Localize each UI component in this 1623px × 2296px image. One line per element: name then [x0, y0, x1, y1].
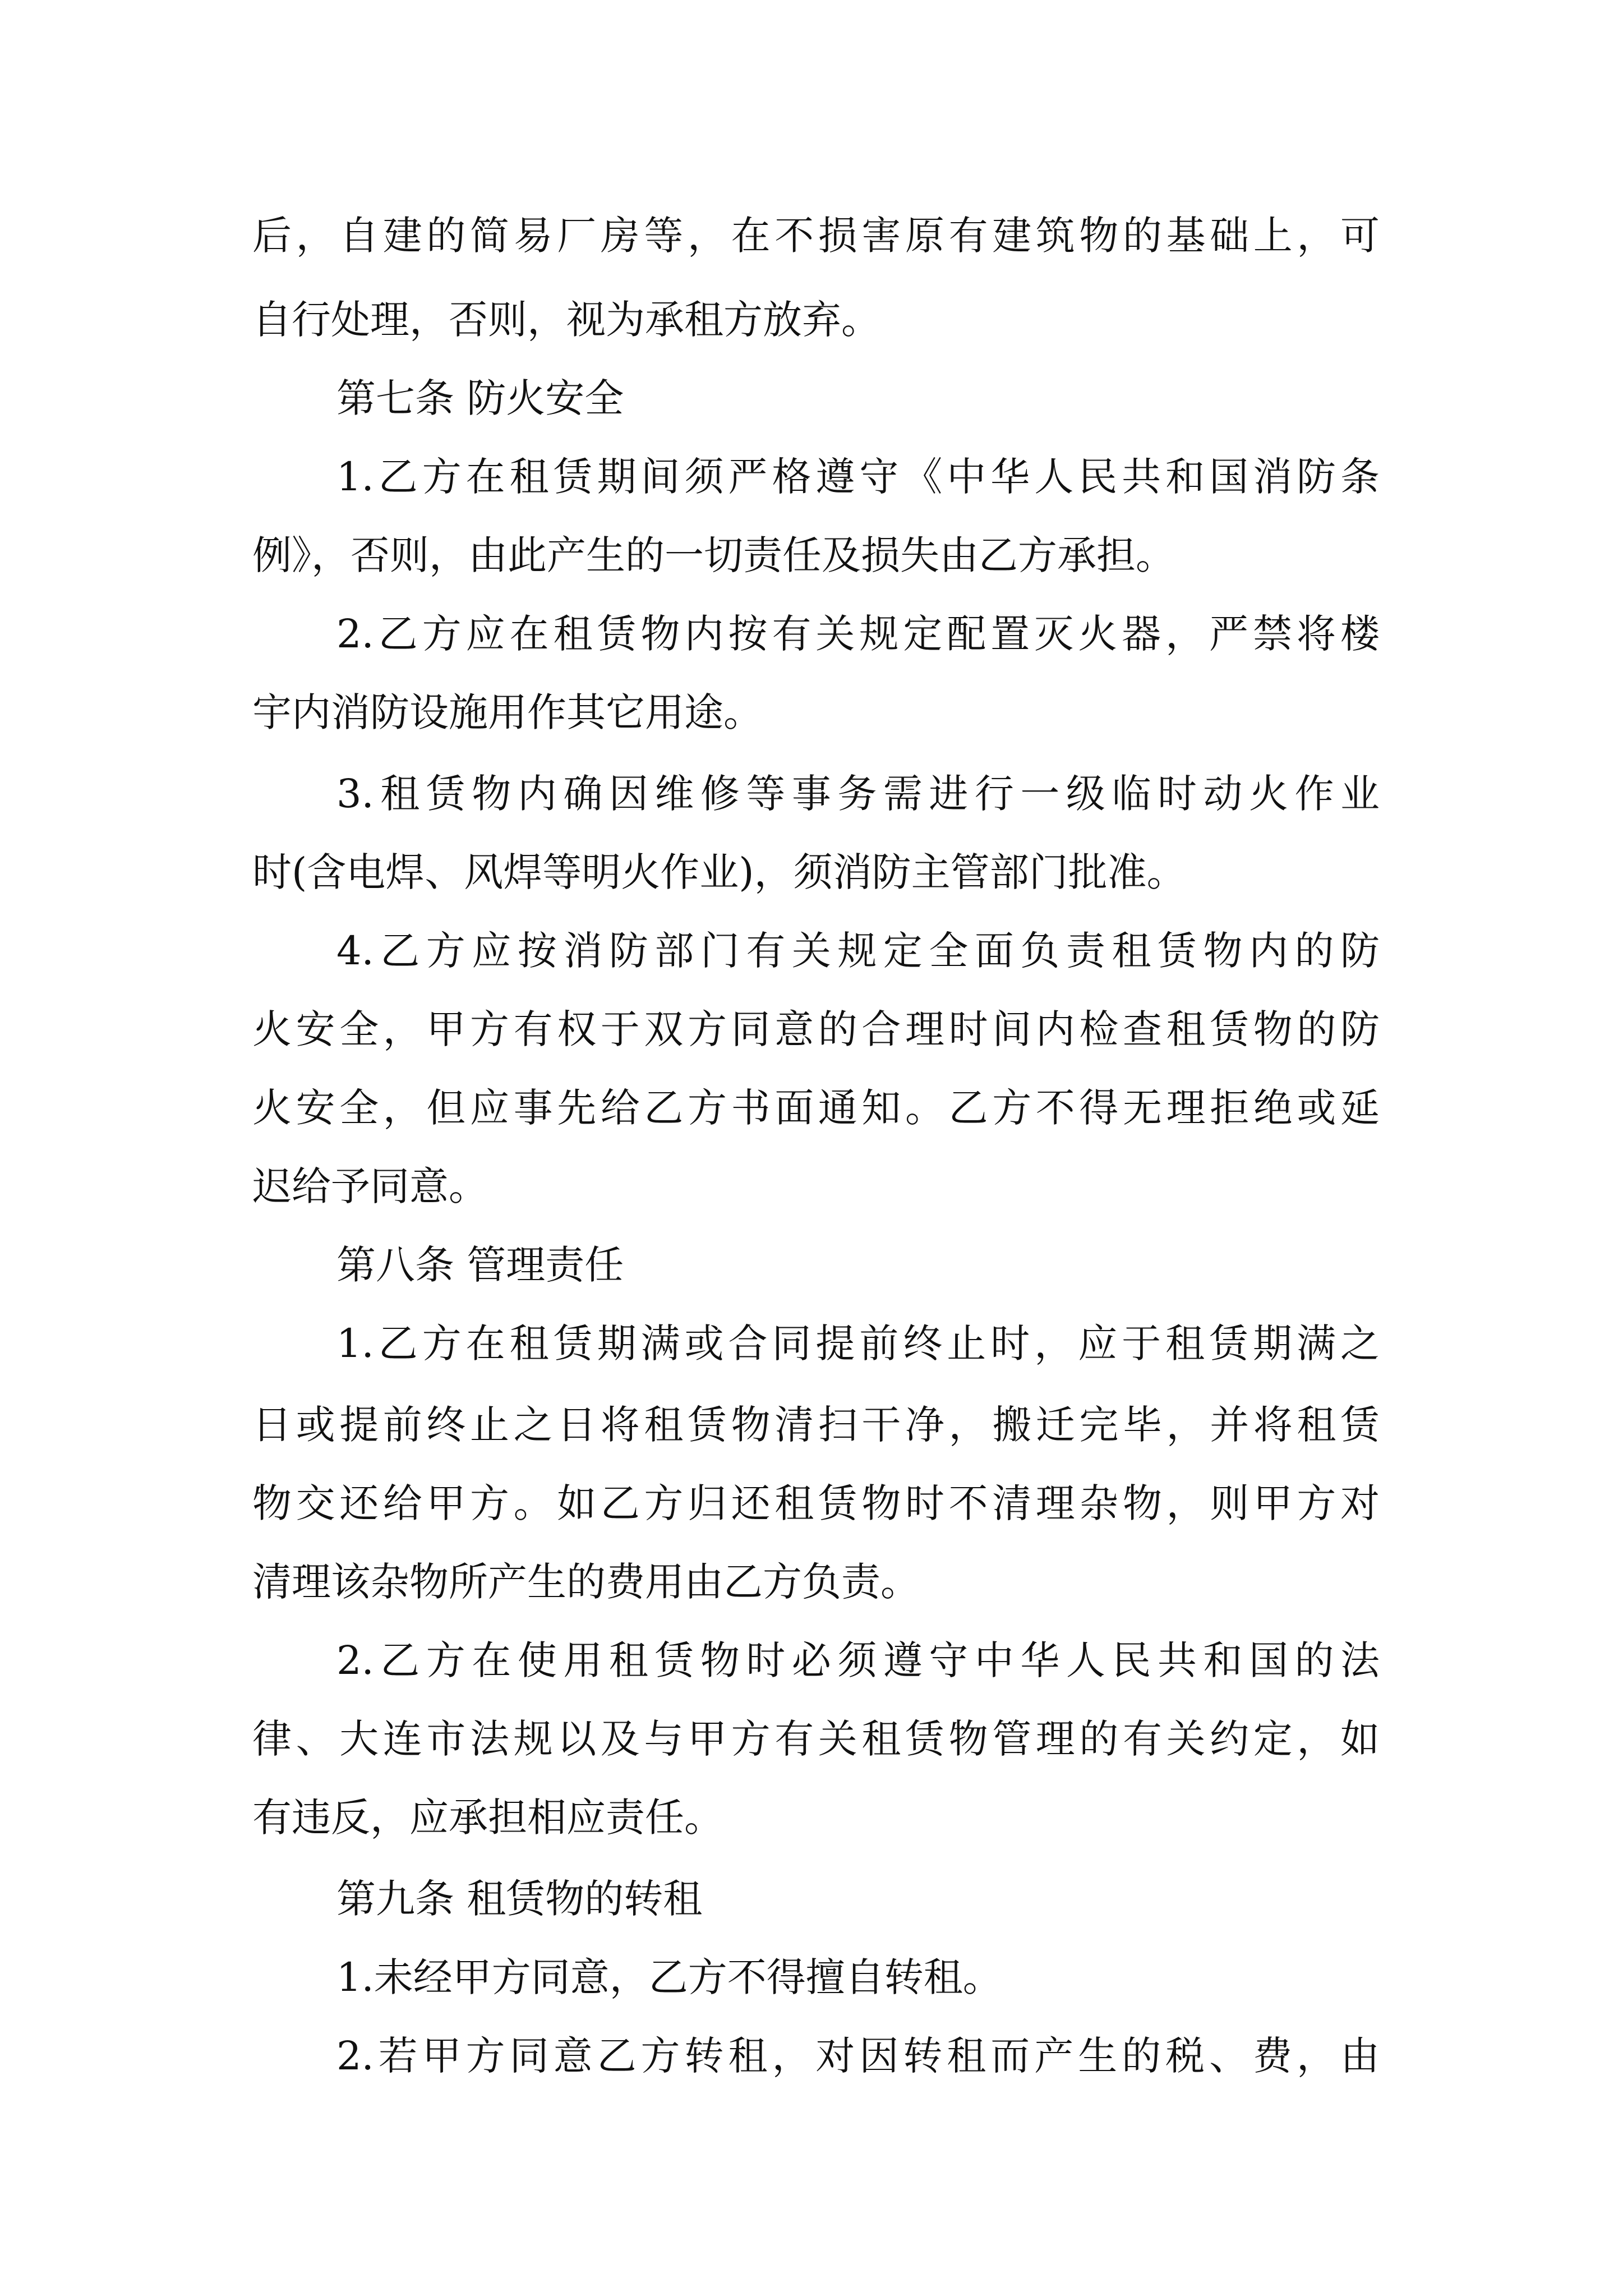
- text-line: 火安全，但应事先给乙方书面通知。乙方不得无理拒绝或延: [252, 1085, 1380, 1131]
- text-line: 1.乙方在租赁期满或合同提前终止时，应于租赁期满之: [336, 1320, 1380, 1366]
- text-line: 宇内消防设施用作其它用途。: [252, 689, 763, 735]
- text-line: 后，自建的简易厂房等，在不损害原有建筑物的基础上，可: [252, 213, 1380, 259]
- text-line: 4.乙方应按消防部门有关规定全面负责租赁物内的防: [336, 928, 1380, 974]
- text-line: 1.未经甲方同意，乙方不得擅自转租。: [336, 1954, 1002, 2000]
- text-line: 时(含电焊、风焊等明火作业)，须消防主管部门批准。: [252, 849, 1186, 895]
- section-heading: 第七条 防火安全: [336, 375, 624, 421]
- text-line: 火安全，甲方有权于双方同意的合理时间内检查租赁物的防: [252, 1006, 1380, 1052]
- text-line: 清理该杂物所产生的费用由乙方负责。: [252, 1559, 920, 1605]
- text-line: 2.若甲方同意乙方转租，对因转租而产生的税、费，由: [336, 2033, 1380, 2079]
- text-line: 自行处理，否则，视为承租方放弃。: [252, 297, 880, 343]
- text-line: 2.乙方在使用租赁物时必须遵守中华人民共和国的法: [336, 1637, 1380, 1683]
- section-heading: 第八条 管理责任: [336, 1242, 624, 1288]
- text-line: 1.乙方在租赁期间须严格遵守《中华人民共和国消防条: [336, 454, 1380, 500]
- text-line: 物交还给甲方。如乙方归还租赁物时不清理杂物，则甲方对: [252, 1480, 1380, 1526]
- text-line: 有违反，应承担相应责任。: [252, 1795, 723, 1841]
- text-line: 3.租赁物内确因维修等事务需进行一级临时动火作业: [336, 771, 1380, 817]
- text-line: 迟给予同意。: [252, 1163, 488, 1209]
- text-line: 日或提前终止之日将租赁物清扫干净，搬迁完毕，并将租赁: [252, 1402, 1380, 1448]
- text-line: 律、大连市法规以及与甲方有关租赁物管理的有关约定，如: [252, 1716, 1380, 1762]
- text-line: 例》，否则，由此产生的一切责任及损失由乙方承担。: [252, 532, 1175, 578]
- text-line: 2.乙方应在租赁物内按有关规定配置灭火器，严禁将楼: [336, 611, 1380, 657]
- section-heading: 第九条 租赁物的转租: [336, 1876, 703, 1922]
